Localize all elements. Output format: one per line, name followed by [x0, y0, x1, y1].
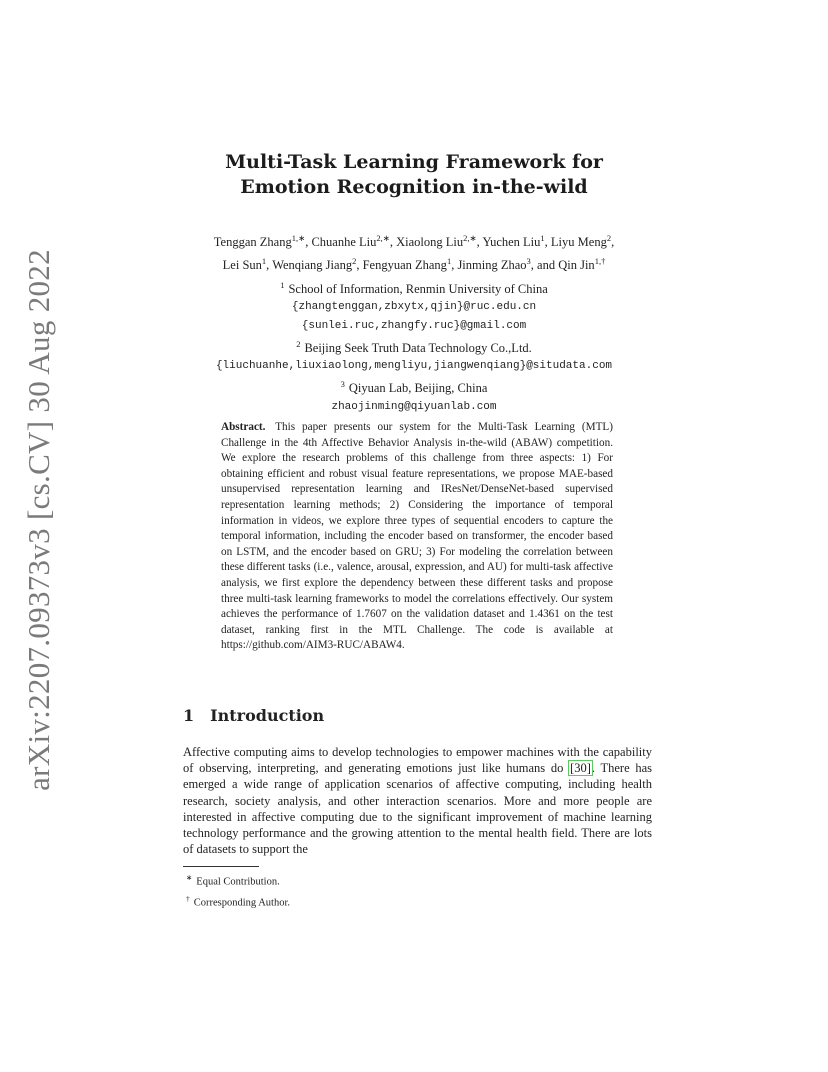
arxiv-identifier-text: arXiv:2207.09373v3 [cs.CV] 30 Aug 2022 [21, 249, 56, 791]
footnote-divider [183, 866, 259, 867]
author: Wenqiang Jiang$^2$ [272, 256, 357, 273]
author: Jinming Zhao$^3$ [457, 256, 531, 273]
affiliations [150, 276, 678, 416]
affiliation-3-email: zhaojinming@qiyuanlab.com [331, 400, 497, 413]
intro-text: . There has emerged a wide range of application scenarios of affective computing, including health research, society analysis, and other interaction scenarios. More and more people are interested in affective computing due to the significant improvement of machine learning technology performance and the growing attention to the mental health field. There are lots of datasets to support the [183, 761, 652, 857]
abstract-text: This paper presents our system for the Multi-Task Learning (MTL) Challenge in the 4th Affective Behavior Analysis in-the-wild (ABAW) competition. We explore the research problems of this challenge from three aspects: 1) For obtaining efficient and robust visual feature representations, we propose MAE-based unsupervised representation learning and IResNet/DenseNet-based supervised representation learning methods; 2) Considering the importance of temporal information in videos, we explore three types of sequential encoders to capture the temporal information, including the encoder based on transformer, the encoder based on LSTM, and the encoder based on GRU; 3) For modeling the correlation between these different tasks (i.e., valence, arousal, expression, and AU) for multi-task affective analysis, we first explore the dependency between these different tasks and propose three multi-task learning frameworks to model the correlations effectively. Our system achieves the performance of 1.7607 on the validation dataset and 1.4361 on the test dataset, ranking first in the MTL Challenge. The code is available at https://github.com/AIM3-RUC/ABAW4. [221, 421, 613, 652]
intro-text: Affective computing aims to develop technologies to empower machines with the capability of observing, interpreting, and generating emotions just like humans do [183, 745, 652, 776]
affiliation-3: $^3$ Qiyuan Lab, Beijing, China [340, 379, 488, 396]
affiliation-1: $^1$ School of Information, Renmin University of China [280, 280, 548, 297]
affiliation-2: $^2$ Beijing Seek Truth Data Technology Co.,Ltd. [296, 338, 532, 355]
author: Qin Jin$^{1,\dagger}$ [558, 256, 606, 273]
author-list [150, 229, 678, 275]
author: Tenggan Zhang$^{1,∗}$ [213, 233, 306, 250]
author: Fengyuan Zhang$^1$ [362, 256, 452, 273]
footnotes [186, 870, 290, 911]
affiliation-2-email: {liuchuanhe,liuxiaolong,mengliyu,jiangwenqiang}@situdata.com [215, 360, 613, 373]
paper-title-line-1: Multi-Task Learning Framework for [225, 151, 603, 173]
author: Lei Sun$^1$ [222, 256, 267, 273]
author: Chuanhe Liu$^{2,∗}$ [311, 233, 390, 250]
author: Yuchen Liu$^1$ [482, 233, 545, 250]
author: Liyu Meng$^2$ [550, 233, 612, 250]
author-line-1: Tenggan Zhang$^{1,∗}$, Chuanhe Liu$^{2,∗}$, Xiaolong Liu$^{2,∗}$, Yuchen Liu$^1$, Liyu Meng$^2$, [213, 233, 615, 250]
paper-title-line-2: Emotion Recognition in-the-wild [240, 176, 588, 198]
footnote-1: ∗ Equal Contribution. [186, 873, 280, 888]
intro-paragraph [183, 744, 652, 857]
author-line-2: Lei Sun$^1$, Wenqiang Jiang$^2$, Fengyuan Zhang$^1$, Jinming Zhao$^3$, and Qin Jin$^{1,\dagger}$ [222, 256, 606, 273]
abstract [221, 420, 613, 654]
citation-link[interactable]: [30] [570, 761, 591, 776]
arxiv-identifier [19, 249, 59, 791]
section-number: 1 [183, 706, 195, 725]
affiliation-1-email-1: {zhangtenggan,zbxytx,qjin}@ruc.edu.cn [291, 301, 537, 314]
author: Xiaolong Liu$^{2,∗}$ [396, 233, 477, 250]
footnote-2: † Corresponding Author. [186, 893, 290, 908]
section-title: Introduction [210, 706, 325, 725]
abstract-label: Abstract. [221, 421, 266, 433]
section-heading [183, 706, 324, 725]
paper-title [0, 150, 828, 200]
affiliation-1-email-2: {sunlei.ruc,zhangfy.ruc}@gmail.com [301, 319, 527, 332]
